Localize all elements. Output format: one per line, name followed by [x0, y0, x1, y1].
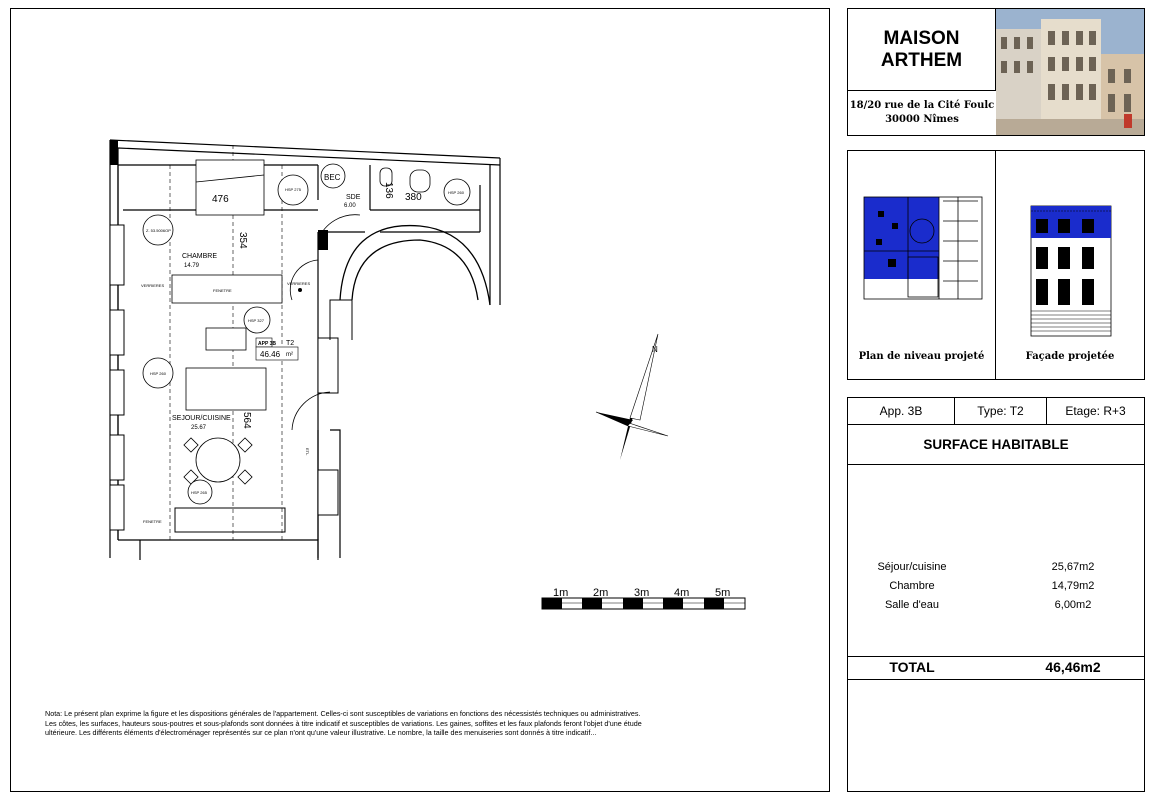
label-verrieres-1: VERRIERES — [141, 283, 165, 288]
label-fenetre-2: FENETRE — [143, 519, 162, 524]
surface-row-value: 6,00m2 — [1054, 599, 1092, 611]
room-sde-area: 6.00 — [344, 203, 356, 209]
apartment-floor: Etage: R+3 — [1046, 398, 1144, 424]
label-hsp-260b: HSP 260 — [448, 190, 464, 195]
surface-row — [848, 561, 1144, 580]
label-fenetre-1: FENETRE — [213, 288, 232, 293]
label-hsp-260a: HSP 260 — [150, 371, 166, 376]
note-line-2: Les côtes, les surfaces, hauteurs sous-poutres et sous-plafonds sont données à titre indicatif et susceptibles de variations. Les gaines, soffites et les faux plafonds feront l'objet d'une étude — [45, 718, 642, 728]
label-hsp-327: HSP 327 — [248, 318, 264, 323]
dim-354: 354 — [237, 232, 248, 249]
level-plan-thumbnail — [848, 151, 996, 379]
bed — [172, 160, 282, 303]
surface-row — [848, 599, 1144, 618]
brand-line-1: MAISON — [883, 27, 960, 49]
project-id-block — [847, 8, 1145, 136]
address-line-2: 30000 Nîmes — [885, 114, 959, 125]
dim-476: 476 — [212, 194, 229, 205]
app-unit: m² — [286, 352, 293, 358]
dim-136: 136 — [383, 182, 394, 199]
disclaimer-note — [45, 709, 780, 738]
facade-thumbnail — [996, 151, 1144, 379]
surface-row — [848, 580, 1144, 599]
address-line-1: 18/20 rue de la Cité Foulc — [849, 100, 995, 111]
app-type: T2 — [286, 340, 295, 347]
apartment-number: App. 3B — [879, 404, 923, 418]
label-verrieres-2: VERRIERES — [287, 281, 311, 286]
app-tag: APP 3B — [258, 341, 276, 347]
label-hsp-corner: Z. 53.5006OP — [146, 228, 171, 233]
surface-total-row — [848, 656, 1144, 680]
surface-row-value: 14,79m2 — [1051, 580, 1095, 592]
scale-label-5m: 5m — [715, 587, 731, 599]
room-bec: BEC — [324, 173, 341, 182]
room-sejour-name: SEJOUR/CUISINE — [172, 415, 231, 422]
scale-label-2m: 2m — [593, 587, 609, 599]
apartment-type: Type: T2 — [954, 398, 1046, 424]
surface-row-label: Chambre — [889, 580, 935, 592]
room-chambre-name: CHAMBRE — [182, 253, 218, 260]
note-line-3: ultérieure. Les différents éléments d'électroménager représentés sur ce plan n'ont qu'une valeur illustrative. Le nombre, la taille des menuiseries sont donnés à titre indicatif... — [45, 728, 597, 737]
label-etl: ETL — [305, 448, 310, 456]
arch-wall — [340, 226, 490, 305]
apartment-info-row — [848, 398, 1144, 425]
north-arrow-icon — [596, 334, 668, 460]
total-value: 46,46m2 — [1045, 659, 1101, 675]
brand-line-2: ARTHEM — [880, 49, 963, 71]
project-address — [848, 91, 996, 135]
plan-walls — [110, 140, 500, 560]
label-hsp-265: HSP 265 — [191, 490, 207, 495]
room-sejour-area: 25.67 — [191, 425, 207, 431]
building-photo — [996, 9, 1144, 135]
total-label: TOTAL — [889, 659, 935, 675]
svg-text:N: N — [652, 345, 658, 354]
thumbnails-block — [847, 150, 1145, 380]
facade-caption: Façade projetée — [1025, 351, 1115, 362]
facade-image — [996, 151, 1144, 351]
dim-380: 380 — [405, 192, 422, 203]
scale-label-4m: 4m — [674, 587, 690, 599]
surface-block — [847, 397, 1145, 792]
room-sde-name: SDE — [346, 194, 361, 201]
project-logo — [848, 9, 996, 91]
app-area: 46.46 — [260, 350, 281, 359]
room-chambre-area: 14.79 — [184, 263, 200, 269]
note-line-1: Nota: Le présent plan exprime la figure et les dispositions générales de l'appartement. Celles-ci sont susceptibles de variations en fonctions des nécessistés techniques ou administratives. — [45, 709, 641, 718]
level-plan-caption: Plan de niveau projeté — [858, 351, 985, 362]
surface-row-value: 25,67m2 — [1051, 561, 1095, 573]
surface-title: SURFACE HABITABLE — [848, 424, 1144, 465]
scale-label-3m: 3m — [634, 587, 650, 599]
label-hsp-275: HSP 275 — [285, 187, 301, 192]
surface-row-label: Salle d'eau — [884, 599, 940, 611]
level-plan-image — [848, 151, 996, 351]
surface-row-label: Séjour/cuisine — [877, 561, 947, 573]
scale-label-1m: 1m — [553, 587, 569, 599]
scale-bar — [542, 587, 745, 609]
dim-564: 564 — [241, 412, 252, 429]
